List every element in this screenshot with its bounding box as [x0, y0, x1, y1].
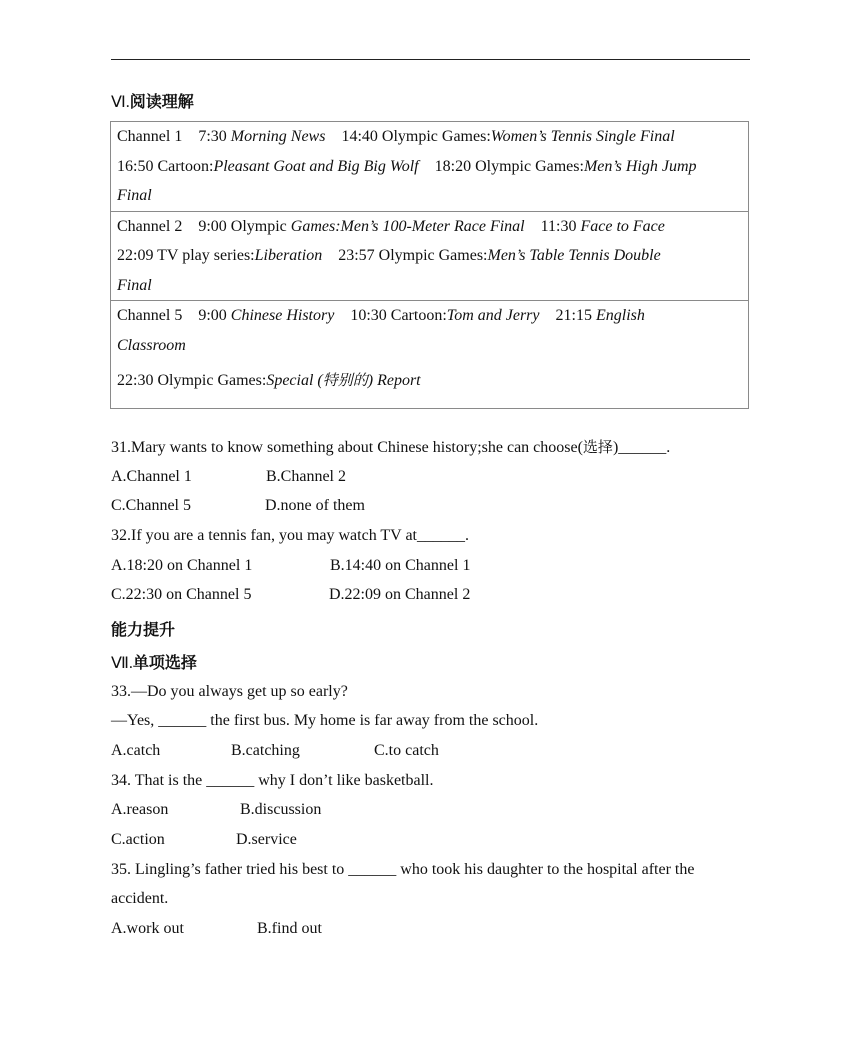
program-title: Face to Face: [580, 217, 665, 235]
option-34c: C.action: [111, 831, 165, 848]
question-35-line2: accident.: [111, 890, 169, 907]
ability-heading: 能力提升: [111, 620, 176, 639]
question-33-line2: —Yes, ______ the first bus. My home is far away from the school.: [111, 712, 539, 729]
channel-5-cell: Channel 5 9:00 Chinese History 10:30 Cartoon:Tom and Jerry 21:15 English Classroom 22:30 Olympic Games:Special (特别的) Report: [111, 301, 749, 409]
channel-2-row: [111, 211, 749, 301]
option-31c: C.Channel 5: [111, 497, 191, 514]
program-title: Men’s High Jump: [583, 157, 697, 175]
program-title: Women’s Tennis Single Final: [490, 128, 675, 145]
section-number: Ⅵ.: [111, 94, 130, 111]
option-34d: D.service: [236, 831, 297, 848]
program-title: Special (: [266, 372, 323, 389]
section-heading-single-choice: [111, 650, 197, 673]
option-32b: B.14:40 on Channel 1: [330, 557, 471, 574]
tv-schedule-table: [110, 121, 749, 409]
header-rule: [111, 59, 750, 60]
option-32c: C.22:30 on Channel 5: [111, 586, 252, 603]
option-33c: C.to catch: [374, 742, 439, 759]
option-32a: A.18:20 on Channel 1: [111, 557, 253, 574]
option-31a: A.Channel 1: [111, 468, 192, 485]
section-heading-reading: [111, 89, 194, 112]
program-title: Morning News: [230, 128, 326, 145]
channel-label: Channel 1: [117, 128, 183, 145]
channel-label: Channel 2: [117, 217, 183, 235]
option-34a: A.reason: [111, 801, 169, 818]
channel-1-cell: Channel 1 7:30 Morning News 14:40 Olympic Games:Women’s Tennis Single Final 16:50 Cartoon:Pleasant Goat and Big Big Wolf 18:20 Olympic Games:Men’s High Jump Final: [111, 122, 749, 212]
option-34b: B.discussion: [240, 801, 322, 818]
program-title: Men’s Table Tennis Double: [487, 247, 661, 264]
option-33a: A.catch: [111, 742, 161, 759]
program-title: Liberation: [254, 247, 323, 264]
option-32d: D.22:09 on Channel 2: [329, 586, 471, 603]
program-title: Tom and Jerry: [446, 307, 540, 324]
option-35b: B.find out: [257, 920, 322, 937]
question-34-stem: 34. That is the ______ why I don’t like basketball.: [111, 772, 434, 789]
section-title: 单项选择: [132, 653, 197, 672]
question-35-line1: 35. Lingling’s father tried his best to ______ who took his daughter to the hospital after the: [111, 861, 695, 878]
program-title: Chinese History: [230, 307, 335, 324]
option-33b: B.catching: [231, 742, 300, 759]
program-title: Games:Men’s 100-Meter Race Final: [290, 217, 525, 235]
question-33-line1: 33.—Do you always get up so early?: [111, 683, 348, 700]
program-title: English: [595, 307, 645, 324]
option-35a: A.work out: [111, 920, 184, 937]
question-32-stem: 32.If you are a tennis fan, you may watch TV at______.: [111, 527, 469, 544]
channel-5-row: [111, 301, 749, 409]
section-number: Ⅶ.: [111, 655, 133, 672]
channel-1-row: [111, 122, 749, 212]
option-31b: B.Channel 2: [266, 468, 346, 485]
section-title: 阅读理解: [129, 92, 194, 111]
channel-label: Channel 5: [117, 307, 183, 324]
option-31d: D.none of them: [265, 497, 365, 514]
program-title: Pleasant Goat and Big Big Wolf: [213, 157, 419, 175]
channel-2-cell: Channel 2 9:00 Olympic Games:Men’s 100-Meter Race Final 11:30 Face to Face 22:09 TV play series:Liberation 23:57 Olympic Games:Men’s Table Tennis Double Final: [111, 211, 749, 301]
question-31-stem: 31.Mary wants to know something about Chinese history;she can choose(选择)______.: [111, 438, 671, 456]
